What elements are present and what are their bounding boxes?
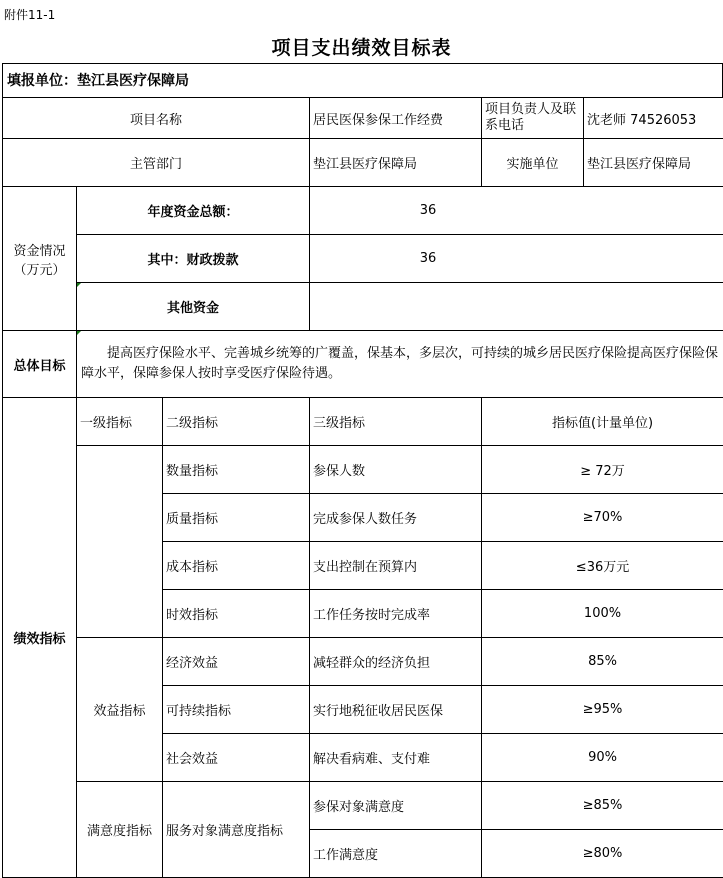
overall-goal-row (3, 331, 723, 398)
level2-cell: 质量指标 (163, 494, 310, 542)
overall-goal-label: 总体目标 (3, 331, 77, 398)
value-cell: ≥95% (482, 686, 723, 734)
funds-other-label: 其他资金 (77, 283, 310, 331)
page-title: 项目支出绩效目标表 (0, 33, 723, 60)
header-level3: 三级指标 (310, 398, 482, 446)
funds-label: 资金情况（万元） (3, 187, 77, 331)
funds-other-row (3, 283, 723, 331)
annex-label: 附件11-1 (4, 6, 55, 23)
funds-fiscal-value: 36 (310, 235, 723, 283)
performance-label: 绩效指标 (3, 398, 77, 878)
value-cell: 90% (482, 734, 723, 782)
implementing-unit-label: 实施单位 (482, 139, 584, 187)
value-cell: 100% (482, 590, 723, 638)
level3-cell: 减轻群众的经济负担 (310, 638, 482, 686)
value-cell: ≥70% (482, 494, 723, 542)
value-cell: ≥ 72万 (482, 446, 723, 494)
output-level1-blank (77, 446, 163, 638)
satisfaction-level2: 服务对象满意度指标 (163, 782, 310, 878)
value-cell: ≥85% (482, 782, 723, 830)
department-label: 主管部门 (3, 139, 310, 187)
implementing-unit-value: 垫江县医疗保障局 (584, 139, 723, 187)
level3-cell: 完成参保人数任务 (310, 494, 482, 542)
table-row (3, 782, 723, 830)
project-owner-value: 沈老师 74526053 (584, 98, 723, 139)
project-name-value: 居民医保参保工作经费 (310, 98, 482, 139)
funds-fiscal-label: 其中：财政拨款 (77, 235, 310, 283)
level2-cell: 社会效益 (163, 734, 310, 782)
level2-cell: 经济效益 (163, 638, 310, 686)
header-value: 指标值(计量单位) (482, 398, 723, 446)
level3-cell: 实行地税征收居民医保 (310, 686, 482, 734)
level3-cell: 工作任务按时完成率 (310, 590, 482, 638)
department-row (3, 139, 723, 187)
funds-total-row (3, 187, 723, 235)
performance-target-table (2, 97, 723, 878)
overall-goal-text: 提高医疗保险水平、完善城乡统筹的广覆盖，保基本，多层次，可持续的城乡居民医疗保险提高医疗保险保障水平，保障参保人按时享受医疗保险待遇。 (77, 331, 723, 398)
funds-fiscal-row (3, 235, 723, 283)
level3-cell: 参保人数 (310, 446, 482, 494)
project-name-label: 项目名称 (3, 98, 310, 139)
benefit-level1: 效益指标 (77, 638, 163, 782)
level3-cell: 参保对象满意度 (310, 782, 482, 830)
funds-total-value: 36 (310, 187, 723, 235)
level2-cell: 时效指标 (163, 590, 310, 638)
funds-other-value (310, 283, 723, 331)
satisfaction-level1: 满意度指标 (77, 782, 163, 878)
value-cell: ≥80% (482, 830, 723, 878)
table-row (3, 446, 723, 494)
table-row (3, 638, 723, 686)
department-value: 垫江县医疗保障局 (310, 139, 482, 187)
level3-cell: 解决看病难、支付难 (310, 734, 482, 782)
filling-unit: 填报单位：垫江县医疗保障局 (2, 63, 723, 97)
value-cell: ≤36万元 (482, 542, 723, 590)
level2-cell: 成本指标 (163, 542, 310, 590)
funds-total-label: 年度资金总额： (77, 187, 310, 235)
header-level1: 一级指标 (77, 398, 163, 446)
performance-header-row (3, 398, 723, 446)
project-owner-label: 项目负责人及联系电话 (482, 98, 584, 139)
level2-cell: 数量指标 (163, 446, 310, 494)
value-cell: 85% (482, 638, 723, 686)
level3-cell: 支出控制在预算内 (310, 542, 482, 590)
level2-cell: 可持续指标 (163, 686, 310, 734)
project-name-row (3, 98, 723, 139)
header-level2: 二级指标 (163, 398, 310, 446)
level3-cell: 工作满意度 (310, 830, 482, 878)
